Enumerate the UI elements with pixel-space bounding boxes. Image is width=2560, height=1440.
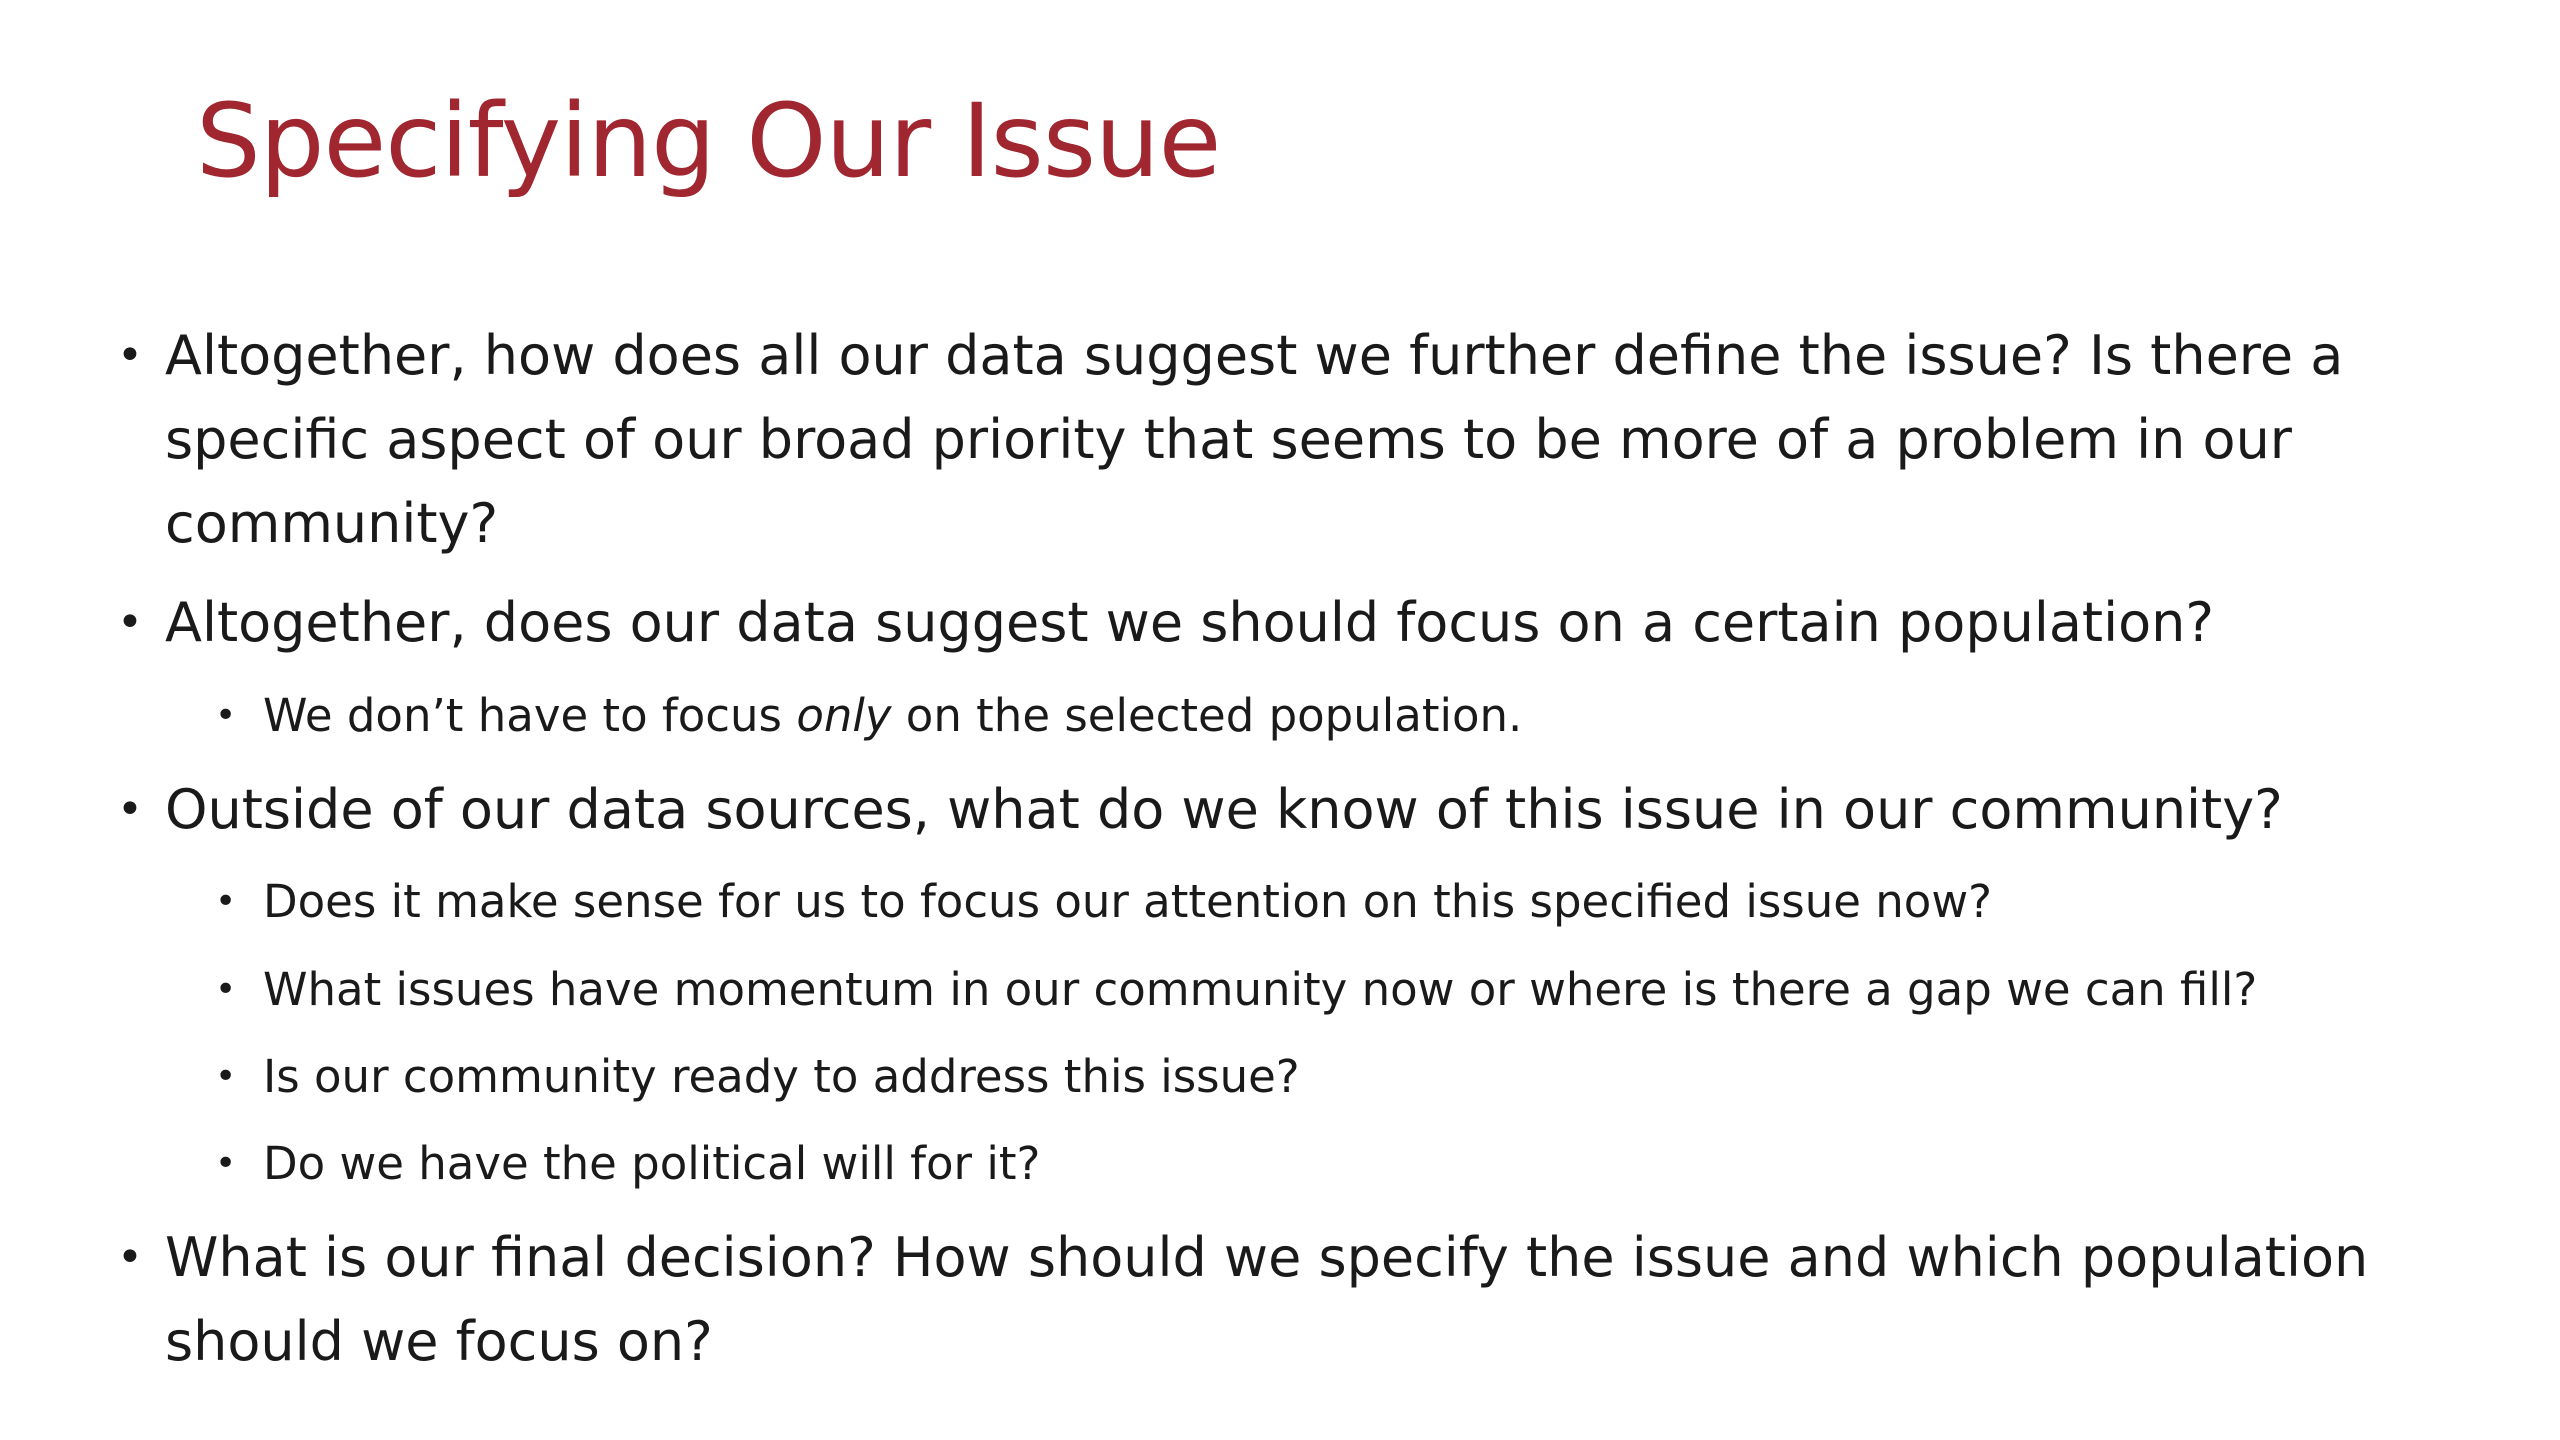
sub-bullet-item-make-sense bbox=[215, 872, 1993, 932]
bullet-item-population bbox=[117, 581, 2215, 665]
bullet-dot-icon: • bbox=[117, 330, 143, 381]
bullet-dot-icon: • bbox=[215, 695, 237, 736]
bullet-line: community? bbox=[165, 492, 499, 555]
bullet-line: should we focus on? bbox=[165, 1310, 713, 1373]
bullet-line: Outside of our data sources, what do we know of this issue in our community? bbox=[165, 778, 2283, 841]
sub-bullet-line: Is our community ready to address this issue? bbox=[263, 1050, 1300, 1103]
sub-bullet-text-before: We don’t have to focus bbox=[263, 689, 797, 742]
sub-bullet-item-ready bbox=[215, 1047, 1300, 1107]
bullet-item-final-decision bbox=[117, 1216, 2369, 1384]
sub-bullet-item-political-will bbox=[215, 1134, 1041, 1194]
bullet-dot-icon: • bbox=[215, 969, 237, 1010]
sub-bullet-line: What issues have momentum in our community now or where is there a gap we can fill? bbox=[263, 963, 2258, 1016]
sub-bullet-line: Does it make sense for us to focus our attention on this specified issue now? bbox=[263, 875, 1993, 928]
sub-bullet-item-focus-only bbox=[215, 686, 1523, 746]
bullet-item-outside-data-sources bbox=[117, 768, 2283, 852]
sub-bullet-line: Do we have the political will for it? bbox=[263, 1137, 1041, 1190]
bullet-dot-icon: • bbox=[215, 881, 237, 922]
bullet-dot-icon: • bbox=[215, 1056, 237, 1097]
sub-bullet-line bbox=[263, 686, 1522, 746]
bullet-dot-icon: • bbox=[215, 1143, 237, 1184]
bullet-line: What is our final decision? How should we specify the issue and which population bbox=[165, 1226, 2369, 1289]
bullet-line: Altogether, does our data suggest we should focus on a certain population? bbox=[165, 591, 2215, 654]
slide-title: Specifying Our Issue bbox=[196, 82, 1221, 201]
bullet-dot-icon: • bbox=[117, 597, 143, 648]
bullet-line: Altogether, how does all our data suggest we further define the issue? Is there a bbox=[165, 324, 2344, 387]
sub-bullet-text-after: on the selected population. bbox=[891, 689, 1523, 742]
sub-bullet-item-momentum bbox=[215, 960, 2258, 1020]
bullet-dot-icon: • bbox=[117, 784, 143, 835]
sub-bullet-emphasis: only bbox=[796, 689, 892, 742]
bullet-line: specific aspect of our broad priority that seems to be more of a problem in our bbox=[165, 408, 2292, 471]
bullet-dot-icon: • bbox=[117, 1232, 143, 1283]
bullet-item-data-define-issue bbox=[117, 314, 2344, 566]
